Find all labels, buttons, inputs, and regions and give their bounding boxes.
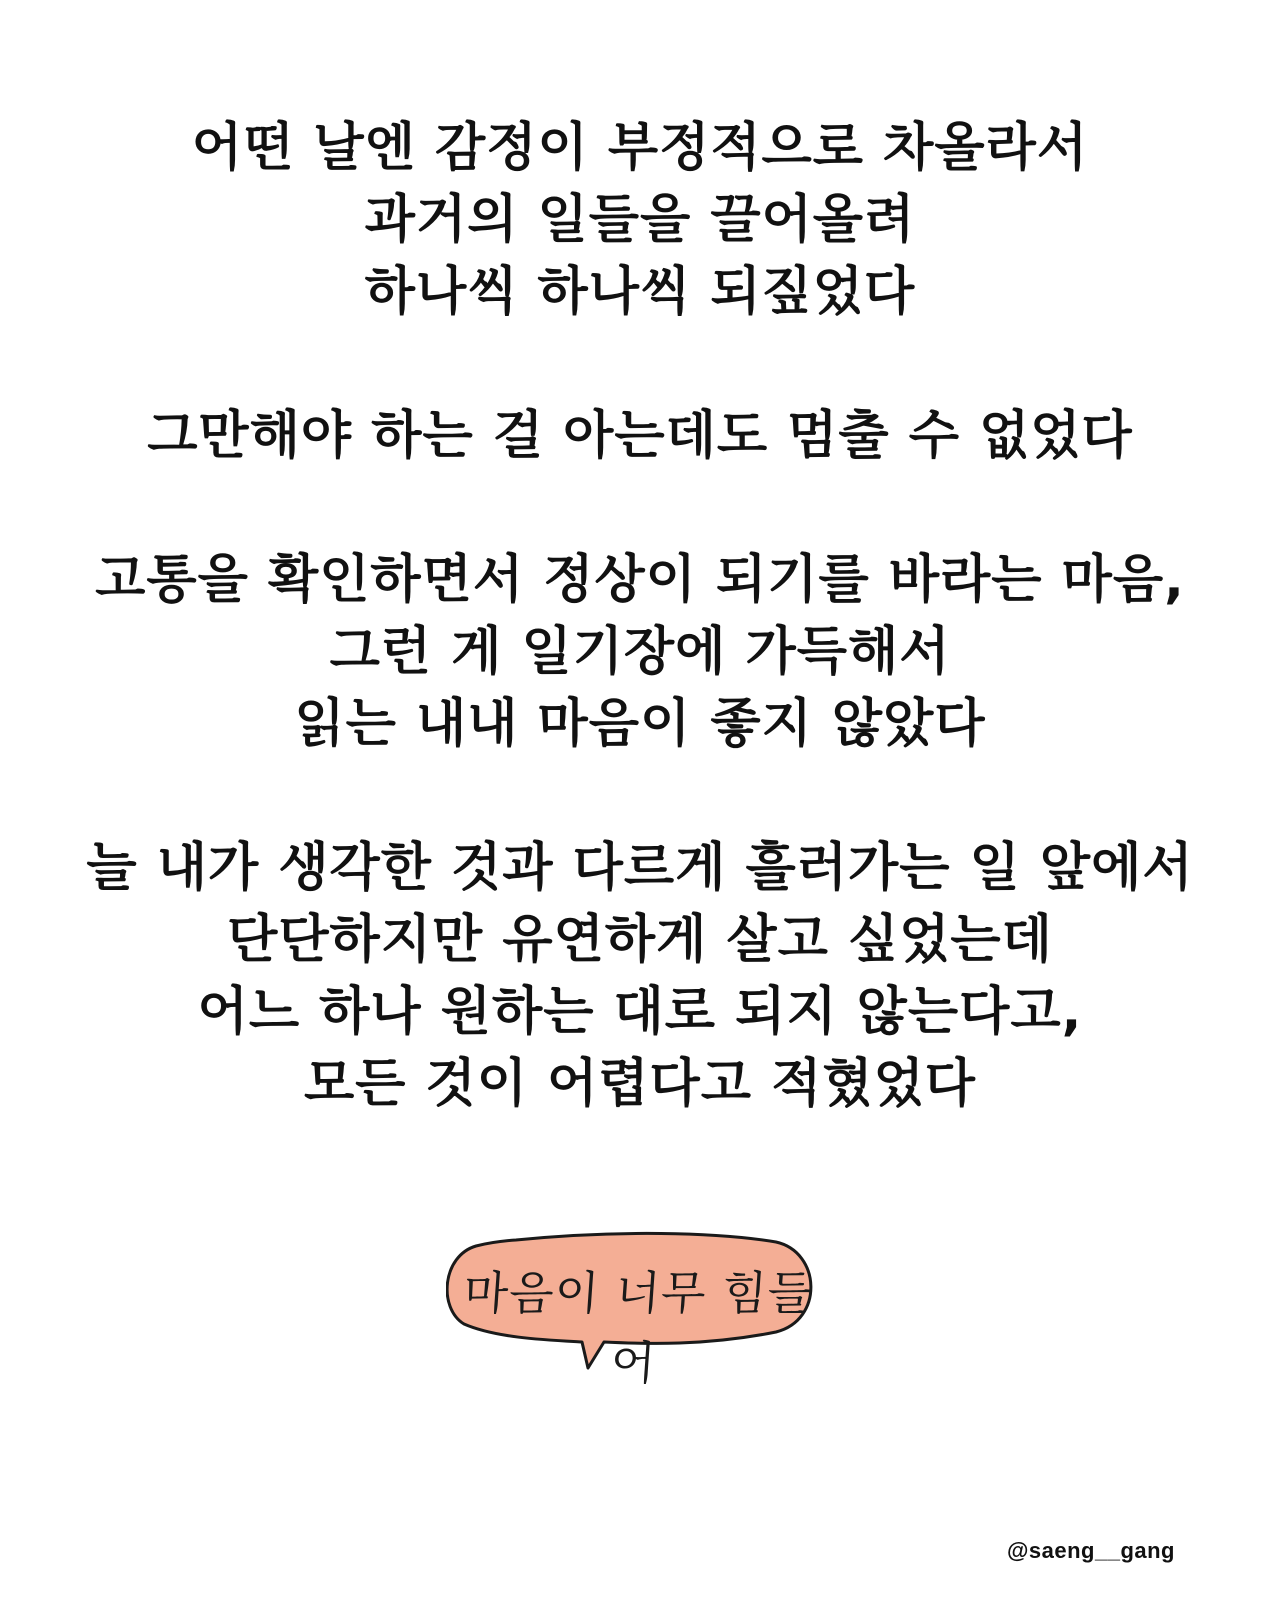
poem-line: 그런 게 일기장에 가득해서 [329,622,951,682]
poem-line: 고통을 확인하면서 정상이 되기를 바라는 마음, [95,550,1185,610]
poem-text [0,112,1280,1192]
stanza-1 [0,112,1280,328]
poem-line: 읽는 내내 마음이 좋지 않았다 [294,694,986,754]
stanza-3 [0,544,1280,760]
poem-line: 어느 하나 원하는 대로 되지 않는다고, [197,982,1083,1042]
poem-line: 과거의 일들을 끌어올려 [364,190,916,250]
stanza-2 [0,400,1280,472]
poem-line: 하나씩 하나씩 되짚었다 [364,262,916,322]
speech-bubble-text: 마음이 너무 힘들어 [461,1266,815,1390]
poem-line: 어떤 날엔 감정이 부정적으로 차올라서 [191,118,1089,178]
speech-bubble [446,1228,836,1388]
poem-line: 그만해야 하는 걸 아는데도 멈출 수 없었다 [147,406,1133,466]
author-handle: @saeng__gang [1006,1538,1175,1563]
poem-line: 단단하지만 유연하게 살고 싶었는데 [227,910,1053,970]
poem-line: 늘 내가 생각한 것과 다르게 흘러가는 일 앞에서 [86,838,1194,898]
poem-line: 모든 것이 어렵다고 적혔었다 [303,1054,977,1114]
stanza-4 [0,832,1280,1120]
